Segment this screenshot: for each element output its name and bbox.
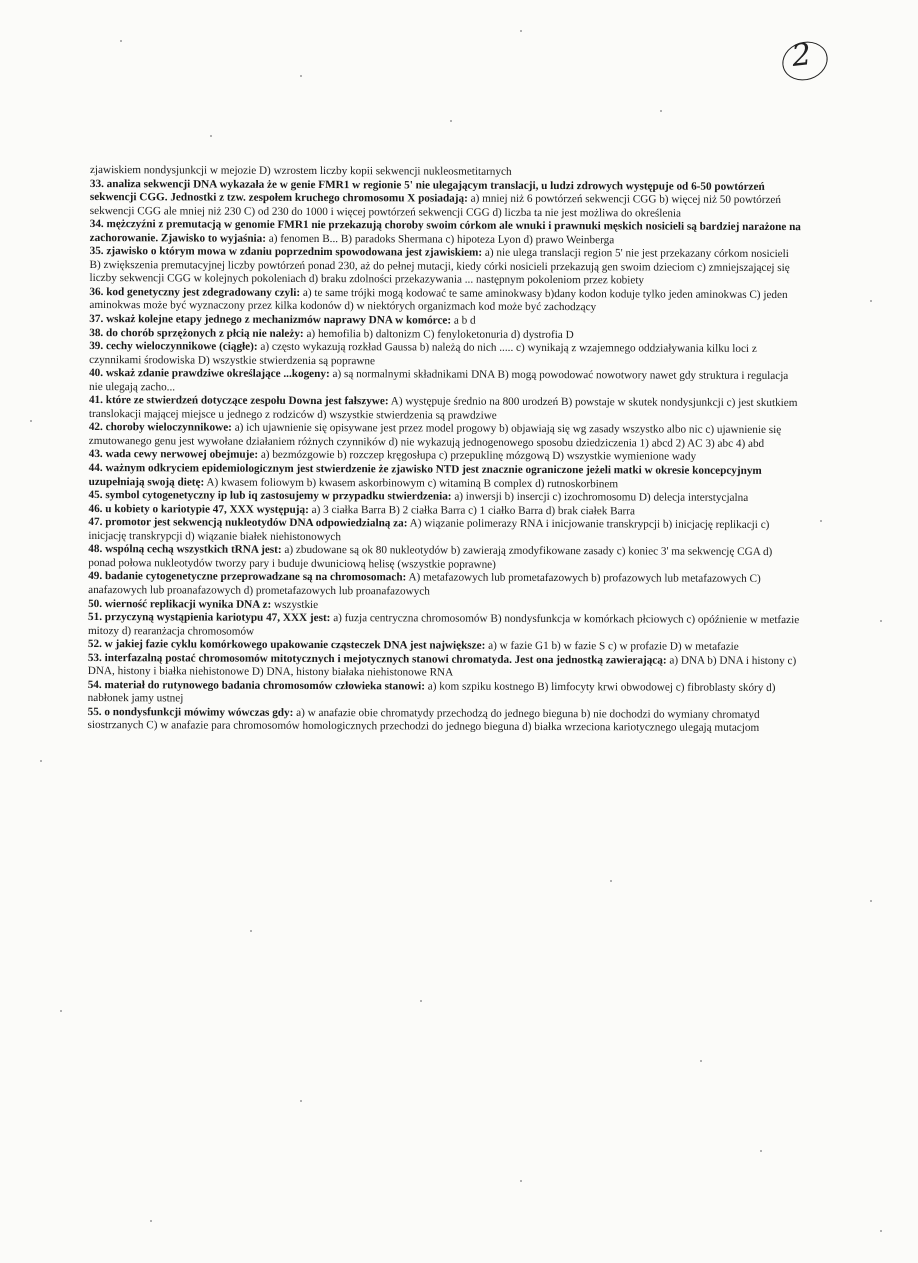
answer-text: a) w fazie G1 b) w fazie S c) w profazie D) w metafazie bbox=[485, 639, 739, 653]
answer-text: a) hemofilia b) daltonizm C) fenyloketonuria d) dystrofia D bbox=[303, 327, 574, 341]
question-list bbox=[88, 164, 802, 736]
question-text: 46. u kobiety o kariotypie 47, XXX występują: bbox=[88, 502, 309, 516]
scan-speck bbox=[250, 930, 252, 932]
answer-text: a) często wykazują rozkład Gaussa b) należą do nich ..... c) wynikają z wzajemnego oddziaływania kilku loci z czynnikami środowiska D) wszystkie stwierdzenia są poprawne bbox=[89, 340, 757, 367]
question-text: 33. analiza sekwencji DNA wykazała że w genie FMR1 w regionie 5' nie ulegającym translacji, u ludzi zdrowych występuje od 6-50 powtórzeń sekwencji CGG. Jednostki z tzw. zespołem kruchego chromosomu X posiadają: bbox=[89, 177, 765, 205]
question-51 bbox=[88, 611, 800, 641]
question-text: 54. materiał do rutynowego badania chromosomów człowieka stanowi: bbox=[87, 678, 426, 693]
question-42 bbox=[89, 421, 801, 451]
question-48 bbox=[88, 543, 800, 573]
question-35 bbox=[89, 245, 801, 289]
scan-speck bbox=[300, 75, 302, 77]
answer-text: a) w anafazie obie chromatydy przechodzą do jednego bieguna b) nie dochodzi do wymiany chromatyd siostrzanych C) w anafazie para chromosomów homologicznych przechodzi do jednego bieguna d) białka wrzeciona kariotycznego ulegają mutacjom bbox=[87, 706, 760, 735]
scan-speck bbox=[610, 880, 612, 882]
question-54 bbox=[88, 679, 800, 709]
scan-speck bbox=[760, 1150, 762, 1152]
question-text: 49. badanie cytogenetyczne przeprowadzane są na chromosomach: bbox=[88, 570, 407, 584]
question-text: 55. o nondysfunkcji mówimy wówczas gdy: bbox=[87, 705, 294, 719]
page-number: 2 bbox=[790, 37, 813, 74]
question-text: 42. choroby wieloczynnikowe: bbox=[88, 421, 232, 435]
answer-text: a) inwersji b) insercji c) izochromosomu D) delecja interstycjalna bbox=[451, 490, 749, 505]
question-49 bbox=[88, 570, 800, 600]
question-text: 41. które ze stwierdzeń dotyczące zespołu Downa jest fałszywe: bbox=[88, 394, 389, 408]
question-39 bbox=[89, 340, 801, 370]
scan-speck bbox=[700, 1060, 702, 1062]
scan-speck bbox=[40, 760, 42, 762]
answer-text: a) ich ujawnienie się opisywane jest przez model progowy b) objawiają się wg zasady wszystko albo nic c) ujawnienie się zmutowanego genu jest wywołane działaniem różnych czynników d) nie wykazują jednogenowego sposobu dziedziczenia 1) abcd 2) AC 3) abc 4) abd bbox=[88, 422, 782, 450]
question-44 bbox=[89, 462, 801, 492]
scan-speck bbox=[60, 1010, 62, 1012]
answer-text: a) DNA b) DNA i histony c) DNA, histony i białka niehistonowe D) DNA, histony białaka niehistonowe RNA bbox=[87, 654, 797, 679]
answer-text: a) mniej niż 6 powtórzeń sekwencji CGG b) więcej niż 50 powtórzeń sekwencji CGG ale mniej niż 230 C) od 230 do 1000 i więcej powtórzeń sekwencji CGG d) liczba ta nie jest możliwa do określenia bbox=[89, 192, 782, 220]
question-text: 51. przyczyną wystąpienia kariotypu 47, XXX jest: bbox=[87, 611, 331, 625]
question-text: 40. wskaż zdanie prawdziwe określające ...kogeny: bbox=[89, 367, 330, 381]
scan-speck bbox=[210, 135, 212, 137]
question-text: 39. cechy wieloczynnikowe (ciągłe): bbox=[89, 340, 258, 353]
scan-speck bbox=[820, 520, 822, 522]
answer-text: a) fenomen B... B) paradoks Shermana c) hipoteza Lyon d) prawo Weinberga bbox=[265, 232, 615, 247]
answer-text: A) kwasem foliowym b) kwasem askorbinowym c) witaminą B complex d) rutnoskorbinem bbox=[204, 476, 619, 490]
answer-text: wszystkie bbox=[271, 598, 319, 611]
answer-text: a) fuzja centryczna chromosomów B) nondysfunkcja w komórkach płciowych c) opóźnienie w metfazie mitozy d) rearanżacja chromosomów bbox=[87, 612, 800, 638]
scan-speck bbox=[880, 1230, 882, 1232]
scan-speck bbox=[870, 300, 872, 302]
question-text: 36. kod genetyczny jest zdegradowany czyli: bbox=[89, 285, 301, 299]
answer-text: a) 3 ciałka Barra B) 2 ciałka Barra c) 1 ciałko Barra d) brak ciałek Barra bbox=[308, 503, 636, 518]
question-text: 50. wierność replikacji wynika DNA z: bbox=[88, 597, 272, 611]
scan-speck bbox=[300, 1100, 302, 1102]
answer-text: a) zbudowane są ok 80 nukleotydów b) zawierają zmodyfikowane zasady c) koniec 3' ma sekwencję CGA d) ponad połowa nukleotydów tworzy pary i buduje dwuniciową helisę (wszystkie poprawne) bbox=[88, 544, 773, 571]
question-text: 34. mężczyźni z premutacją w genomie FMR1 nie przekazują choroby swoim córkom ale wnuki i prawnuki męskich nosicieli są bardziej narażone na zachorowanie. Zjawisko to wyjaśnia: bbox=[89, 218, 801, 245]
scan-speck bbox=[870, 900, 872, 902]
scan-speck bbox=[520, 1180, 522, 1182]
question-34 bbox=[90, 218, 802, 248]
answer-text: a b d bbox=[451, 314, 476, 327]
question-41 bbox=[89, 394, 801, 424]
answer-text: a) kom szpiku kostnego B) limfocyty krwi obwodowej c) fibroblasty skóry d) nabłonek jamy ustnej bbox=[87, 680, 776, 705]
scan-speck bbox=[450, 120, 452, 122]
question-text: 45. symbol cytogenetyczny ip lub iq zastosujemy w przypadku stwierdzenia: bbox=[88, 489, 452, 503]
question-40 bbox=[89, 367, 801, 397]
question-36 bbox=[89, 286, 801, 316]
answer-text: a) te same trójki mogą kodować te same aminokwasy b)dany kodon koduje tylko jeden aminokwas C) jeden aminokwas może być wyznaczony przez kilka kodonów d) w niektórych organizmach kod może być zachodzący bbox=[89, 286, 788, 314]
question-text: 37. wskaż kolejne etapy jednego z mechanizmów naprawy DNA w komórce: bbox=[89, 313, 452, 327]
question-text: 43. wada cewy nerwowej obejmuje: bbox=[88, 448, 259, 462]
answer-text: A) występuje średnio na 800 urodzeń B) powstaje w skutek nondysjunkcji c) jest skutkiem translokacji mającej miejsce u jednego z rodziców d) wszystkie stwierdzenia są prawdziwe bbox=[88, 395, 798, 422]
question-33 bbox=[90, 178, 802, 222]
answer-text: a) nie ulega translacji region 5' nie jest przekazany córkom nosicieli B) zwiększenia premutacyjnej liczby powtórzeń ponad 230, aż do pełnej mutacji, kiedy córki nosicieli przekazują gen swoim dzieciom c) zmniejszającej się liczby sekwencji CGG w kolejnych pokoleniach d) braku zdolności przekazywania ... następnym pokoleniom przez kobiety bbox=[89, 246, 790, 287]
question-53 bbox=[88, 652, 800, 682]
scan-speck bbox=[520, 30, 522, 32]
scan-speck bbox=[660, 110, 662, 112]
scan-speck bbox=[150, 1220, 152, 1222]
question-text: 38. do chorób sprzężonych z płcią nie należy: bbox=[89, 326, 304, 340]
question-47 bbox=[88, 516, 800, 546]
question-text: 53. interfazalną postać chromosomów mitotycznych i mejotycznych stanowi chromatyda. Jest ona jednostką zawierającą: bbox=[87, 651, 667, 667]
question-55 bbox=[88, 706, 800, 736]
answer-text: A) metafazowych lub prometafazowych b) profazowych lub metafazowych C) anafazowych lub proanafazowych d) prometafazowych lub proanafazowych bbox=[88, 571, 761, 598]
answer-text: a) bezmózgowie b) rozczep kręgosłupa c) przepuklinę mózgową D) wszystkie wymienione wady bbox=[258, 449, 697, 464]
scan-speck bbox=[880, 620, 882, 622]
question-text: 52. w jakiej fazie cyklu komórkowego upakowanie cząsteczek DNA jest największe: bbox=[87, 638, 486, 652]
answer-text: zjawiskiem nondysjunkcji w mejozie D) wzrostem liczby kopii sekwencji nukleosmetitarnych bbox=[89, 164, 512, 178]
question-text: 44. ważnym odkryciem epidemiologicznym jest stwierdzenie że zjawisko NTD jest znacznie ograniczone jeżeli matki w okresie koncepcyjnym uzupełniają swoją dietę: bbox=[88, 462, 762, 489]
answer-text: a) są normalnymi składnikami DNA B) mogą powodować nowotwory nawet gdy struktura i regulacja nie ulegają zacho... bbox=[89, 368, 789, 394]
scan-speck bbox=[120, 40, 122, 42]
scan-speck bbox=[420, 1000, 422, 1002]
scan-speck bbox=[30, 420, 32, 422]
question-text: 35. zjawisko o którym mowa w zdaniu poprzednim spowodowana jest zjawiskiem: bbox=[89, 245, 483, 259]
question-text: 47. promotor jest sekwencją nukleotydów DNA odpowiedzialną za: bbox=[88, 516, 408, 530]
answer-text: A) wiązanie polimerazy RNA i inicjowanie transkrypcji b) inicjację replikacji c) inicjację transkrypcji d) wiązanie białek niehistonowych bbox=[88, 517, 770, 543]
question-text: 48. wspólną cechą wszystkich tRNA jest: bbox=[88, 543, 282, 557]
